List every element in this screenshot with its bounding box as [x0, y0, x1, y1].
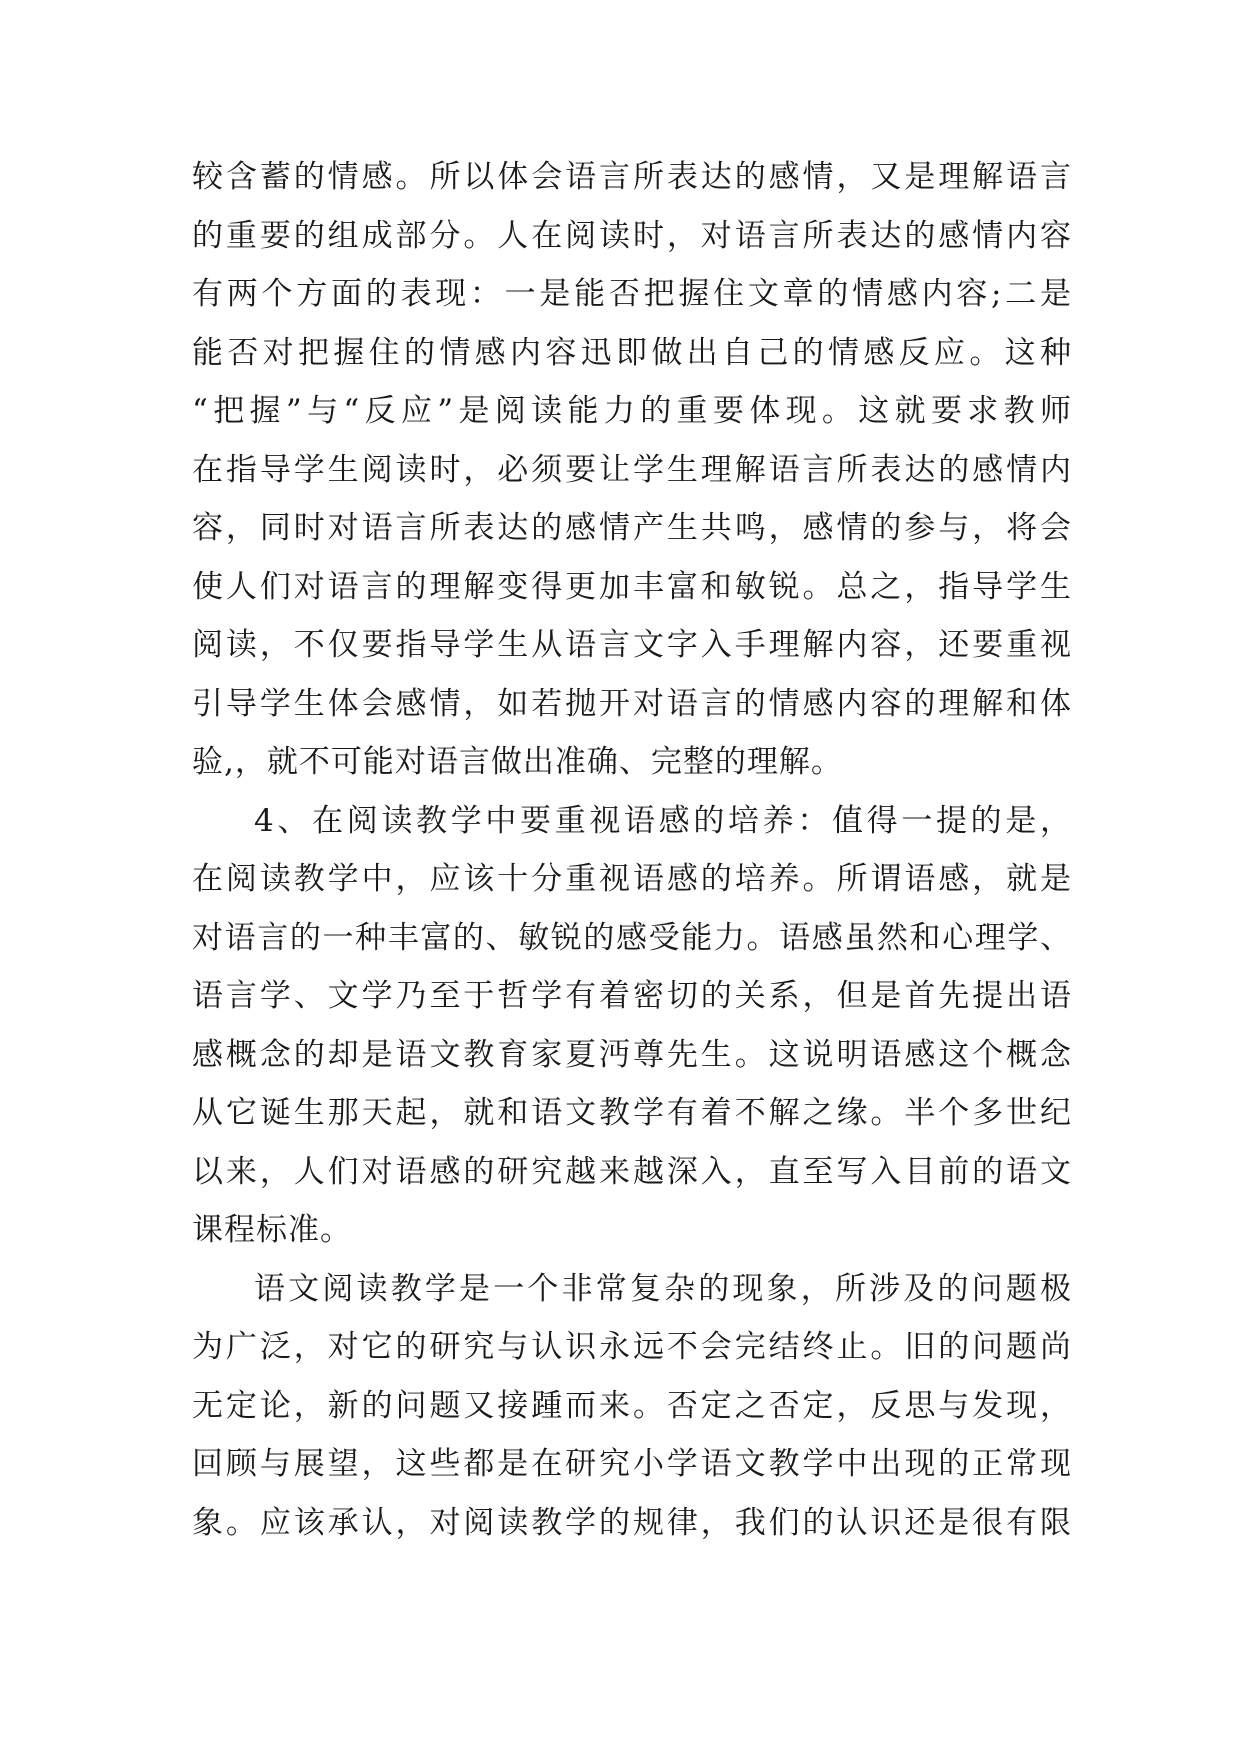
text-line: “把握”与“反应”是阅读能力的重要体现。这就要求教师	[192, 393, 1072, 429]
text-line: 语文阅读教学是一个非常复杂的现象，所涉及的问题极	[254, 1270, 1072, 1307]
text-line: 象。应该承认，对阅读教学的规律，我们的认识还是很有限	[192, 1504, 1072, 1541]
text-line: 以来，人们对语感的研究越来越深入，直至写入目前的语文	[192, 1153, 1072, 1190]
text-line: 较含蓄的情感。所以体会语言所表达的感情，又是理解语言	[192, 159, 1072, 195]
text-line: 阅读，不仅要指导学生从语言文字入手理解内容，还要重视	[192, 627, 1072, 663]
text-line: 对语言的一种丰富的、敏锐的感受能力。语感虽然和心理学、	[192, 919, 1072, 956]
text-line: 在阅读教学中，应该十分重视语感的培养。所谓语感，就是	[192, 861, 1072, 897]
paragraph	[192, 1260, 1072, 1553]
text-line: 在指导学生阅读时，必须要让学生理解语言所表达的感情内	[192, 451, 1072, 488]
text-line: 能否对把握住的情感内容迅即做出自己的情感反应。这种	[192, 334, 1072, 371]
text-line: 回顾与展望，这些都是在研究小学语文教学中出现的正常现	[192, 1446, 1072, 1482]
text-line: 感概念的却是语文教育家夏沔尊先生。这说明语感这个概念	[192, 1036, 1072, 1073]
body-text	[192, 148, 1072, 1552]
text-line: 引导学生体会感情，如若抛开对语言的情感内容的理解和体	[192, 685, 1072, 722]
text-line: 使人们对语言的理解变得更加丰富和敏锐。总之，指导学生	[192, 568, 1072, 605]
text-line: 为广泛，对它的研究与认识永远不会完结终止。旧的问题尚	[192, 1329, 1072, 1365]
text-line: 的重要的组成部分。人在阅读时，对语言所表达的感情内容	[192, 217, 1072, 254]
paragraph	[192, 148, 1072, 792]
paragraph	[192, 792, 1072, 1260]
text-line: 有两个方面的表现：一是能否把握住文章的情感内容;二是	[192, 276, 1072, 312]
text-line: 验,，就不可能对语言做出准确、完整的理解。	[192, 744, 843, 780]
text-line: 无定论，新的问题又接踵而来。否定之否定，反思与发现，	[192, 1387, 1072, 1424]
text-line: 4、在阅读教学中要重视语感的培养：值得一提的是，	[254, 802, 1072, 839]
text-line: 从它诞生那天起，就和语文教学有着不解之缘。半个多世纪	[192, 1095, 1072, 1131]
text-line: 容，同时对语言所表达的感情产生共鸣，感情的参与，将会	[192, 510, 1072, 546]
text-line: 课程标准。	[192, 1212, 352, 1248]
text-line: 语言学、文学乃至于哲学有着密切的关系，但是首先提出语	[192, 978, 1072, 1014]
